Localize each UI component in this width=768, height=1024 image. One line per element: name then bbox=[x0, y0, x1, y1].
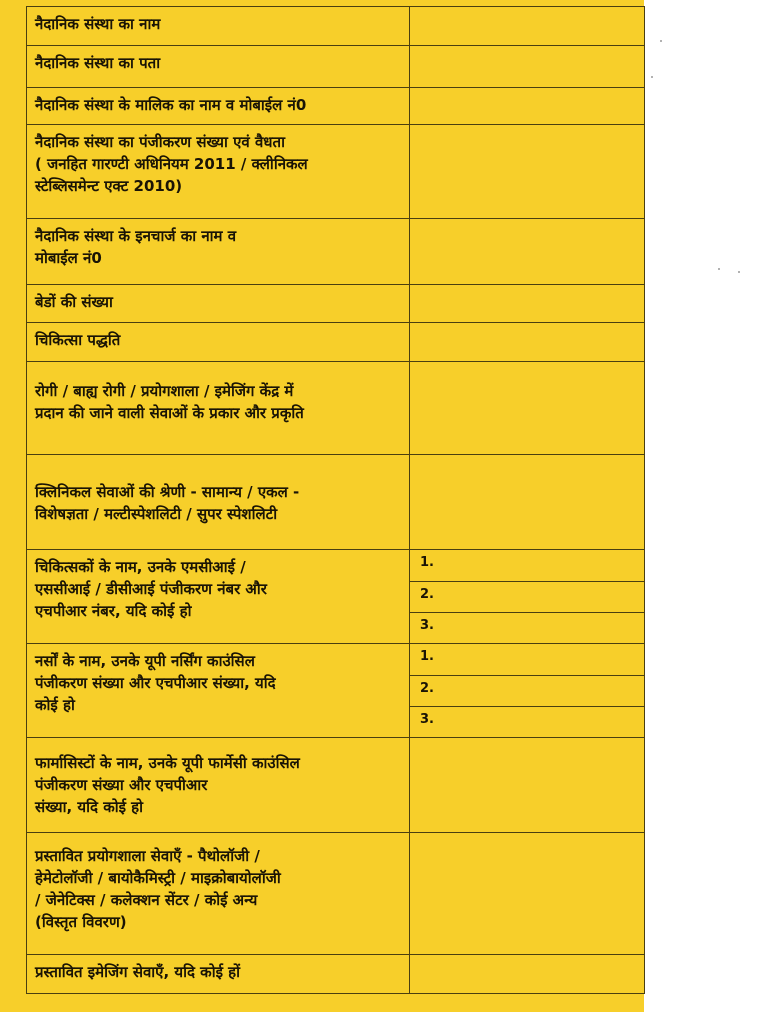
table-row bbox=[27, 550, 645, 644]
entry-cell-services-type[interactable] bbox=[410, 362, 645, 455]
label-line: हेमेटोलॉजी / बायोकैमिस्ट्री / माइक्रोबायोलॉजी bbox=[35, 869, 281, 887]
label-line: चिकित्सा पद्धति bbox=[35, 331, 121, 349]
label-line: नैदानिक संस्था के इनचार्ज का नाम व bbox=[35, 227, 237, 245]
nurse-entry-3[interactable]: 3. bbox=[420, 711, 434, 727]
field-label bbox=[27, 455, 410, 550]
table-row bbox=[27, 362, 645, 455]
field-label bbox=[27, 550, 410, 644]
field-label bbox=[27, 7, 410, 46]
clinic-registration-form-table bbox=[26, 6, 645, 994]
table-row bbox=[27, 46, 645, 88]
scan-speck bbox=[660, 40, 662, 42]
table-row bbox=[27, 644, 645, 738]
table-row bbox=[27, 738, 645, 833]
label-line: बेडों की संख्या bbox=[35, 293, 113, 311]
nurse-entry-2[interactable]: 2. bbox=[410, 675, 644, 706]
label-line: चिकित्सकों के नाम, उनके एमसीआई / bbox=[35, 558, 246, 576]
field-label bbox=[27, 644, 410, 738]
nurse-entry-1[interactable]: 1. bbox=[410, 644, 644, 675]
table-row bbox=[27, 455, 645, 550]
field-label bbox=[27, 323, 410, 362]
entry-cell-clinic-name[interactable] bbox=[410, 7, 645, 46]
entry-cell-imaging-services[interactable] bbox=[410, 955, 645, 994]
scan-speck bbox=[738, 271, 740, 273]
field-label bbox=[27, 88, 410, 125]
label-line: प्रस्तावित प्रयोगशाला सेवाएँ - पैथोलॉजी / bbox=[35, 847, 260, 865]
field-label bbox=[27, 219, 410, 285]
doctor-entry-1[interactable]: 1. bbox=[410, 550, 644, 581]
label-line: विशेषज्ञता / मल्टीस्पेशलिटी / सुपर स्पेशलिटी bbox=[35, 505, 278, 523]
entry-cell-owner-name-mobile[interactable] bbox=[410, 88, 645, 125]
label-line: नैदानिक संस्था का पंजीकरण संख्या एवं वैधता bbox=[35, 133, 285, 151]
field-label bbox=[27, 46, 410, 88]
scan-speck bbox=[718, 268, 720, 270]
label-line: नैदानिक संस्था का पता bbox=[35, 54, 161, 72]
label-line: क्लिनिकल सेवाओं की श्रेणी - सामान्य / एकल - bbox=[35, 483, 300, 501]
label-line: एचपीआर नंबर, यदि कोई हो bbox=[35, 602, 192, 620]
entry-cell-bed-count[interactable] bbox=[410, 285, 645, 323]
label-line: (विस्तृत विवरण) bbox=[35, 913, 127, 931]
table-row bbox=[27, 7, 645, 46]
field-label bbox=[27, 955, 410, 994]
doctor-entry-3[interactable]: 3. bbox=[420, 617, 434, 633]
label-line: पंजीकरण संख्या और एचपीआर संख्या, यदि bbox=[35, 674, 276, 692]
nurses-entry-cell bbox=[410, 644, 645, 738]
field-label bbox=[27, 285, 410, 323]
scan-speck bbox=[651, 76, 653, 78]
label-line: कोई हो bbox=[35, 696, 75, 714]
label-line: प्रदान की जाने वाली सेवाओं के प्रकार और प्रकृति bbox=[35, 404, 304, 422]
field-label bbox=[27, 833, 410, 955]
field-label bbox=[27, 125, 410, 219]
label-line: संख्या, यदि कोई हो bbox=[35, 798, 144, 816]
nurses-numbered-list bbox=[410, 644, 644, 736]
label-line: रोगी / बाह्य रोगी / प्रयोगशाला / इमेजिंग केंद्र में bbox=[35, 382, 294, 400]
label-line: मोबाईल नं0 bbox=[35, 249, 102, 267]
entry-cell-registration-validity[interactable] bbox=[410, 125, 645, 219]
table-row bbox=[27, 833, 645, 955]
entry-cell-clinical-category[interactable] bbox=[410, 455, 645, 550]
table-row bbox=[27, 219, 645, 285]
label-line: ( जनहित गारण्टी अधिनियम 2011 / क्लीनिकल bbox=[35, 155, 308, 173]
doctor-entry-2[interactable]: 2. bbox=[410, 581, 644, 612]
label-line: नर्सों के नाम, उनके यूपी नर्सिंग काउंसिल bbox=[35, 652, 255, 670]
table-row bbox=[27, 955, 645, 994]
entry-cell-clinic-address[interactable] bbox=[410, 46, 645, 88]
table-row bbox=[27, 323, 645, 362]
table-row bbox=[27, 285, 645, 323]
label-line: स्टेब्लिसमेन्ट एक्ट 2010) bbox=[35, 177, 183, 195]
label-line: / जेनेटिक्स / कलेक्शन सेंटर / कोई अन्य bbox=[35, 891, 258, 909]
label-line: फार्मासिस्टों के नाम, उनके यूपी फार्मेसी काउंसिल bbox=[35, 754, 300, 772]
label-line: नैदानिक संस्था के मालिक का नाम व मोबाईल नं0 bbox=[35, 96, 307, 114]
entry-cell-treatment-system[interactable] bbox=[410, 323, 645, 362]
table-row bbox=[27, 125, 645, 219]
table-row bbox=[27, 88, 645, 125]
doctors-entry-cell bbox=[410, 550, 645, 644]
label-line: नैदानिक संस्था का नाम bbox=[35, 15, 161, 33]
label-line: पंजीकरण संख्या और एचपीआर bbox=[35, 776, 208, 794]
doctors-numbered-list bbox=[410, 550, 644, 642]
entry-cell-incharge-name-mobile[interactable] bbox=[410, 219, 645, 285]
field-label bbox=[27, 738, 410, 833]
label-line: एससीआई / डीसीआई पंजीकरण नंबर और bbox=[35, 580, 267, 598]
label-line: प्रस्तावित इमेजिंग सेवाएँ, यदि कोई हों bbox=[35, 963, 241, 981]
field-label bbox=[27, 362, 410, 455]
entry-cell-pharmacists[interactable] bbox=[410, 738, 645, 833]
entry-cell-lab-services[interactable] bbox=[410, 833, 645, 955]
